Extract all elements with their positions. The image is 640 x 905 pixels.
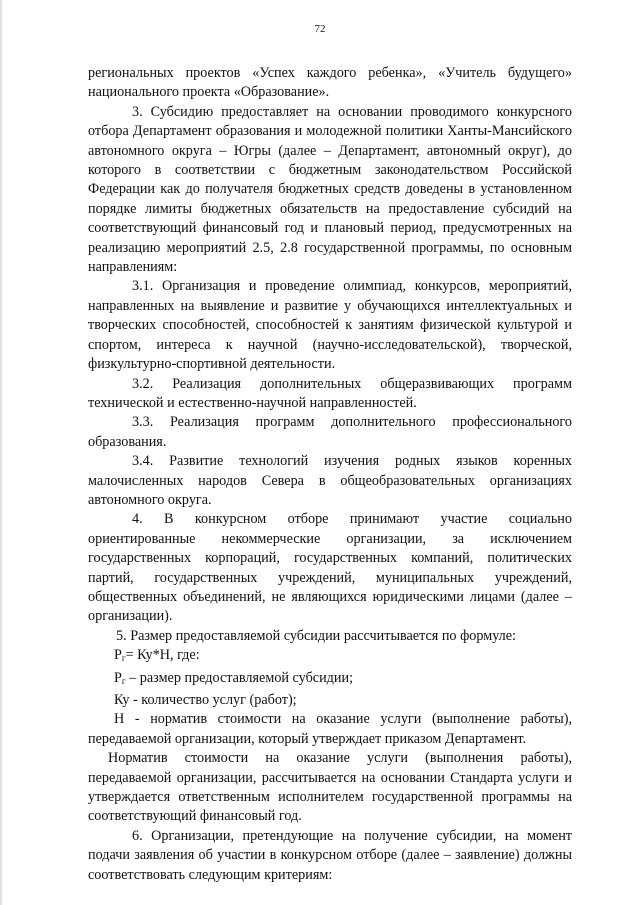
- formula-symbol-p: Р: [114, 647, 122, 664]
- page-number: 72: [314, 23, 326, 35]
- formula-equation: [88, 646, 572, 668]
- paragraph-3: 3. Субсидию предоставляет на основании проводимого конкурсного отбора Департамент образования и молодежной политики Ханты-Мансийского автономного округа – Югры (далее – Департамент, автономный округ), до которого в соответствии с бюджетным законодательством Российской Федерации как до получателя бюджетных средств доведены в установленном порядке лимиты бюджетных обязательств на предоставление субсидий на соответствующий финансовый год и плановый период, предусмотренных на реализацию мероприятий 2.5, 2.8 государственной программы, по основным направлениям:: [88, 103, 572, 276]
- paragraph-5: 5. Размер предоставляемой субсидии рассчитывается по формуле:: [116, 627, 516, 644]
- formula-def-p-subscript: г: [121, 675, 126, 686]
- paragraph-3-3: 3.3. Реализация программ дополнительного профессионального образования.: [88, 414, 572, 450]
- paragraph-3-1: 3.1. Организация и проведение олимпиад, конкурсов, мероприятий, направленных на выявление и развитие у обучающихся интеллектуальных и творческих способностей, способностей к занятиям физической культурой и спортом, интереса к научной (научно-исследовательской), творческой, физкультурно-спортивной деятельности.: [88, 278, 572, 373]
- page-edge-shadow: [0, 0, 4, 905]
- paragraph-continuation: региональных проектов «Успех каждого ребенка», «Учитель будущего» национального проекта «Образование».: [88, 65, 572, 101]
- formula-def-p: [88, 669, 572, 691]
- formula-def-p-text: – размер предоставляемой субсидии;: [125, 669, 354, 686]
- formula-def-p-symbol: Р: [114, 669, 122, 686]
- paragraph-3-2: 3.2. Реализация дополнительных общеразвивающих программ технической и естественно-научной направленностей.: [88, 375, 572, 411]
- paragraph-6: 6. Организации, претендующие на получение субсидии, на момент подачи заявления об участии в конкурсном отборе (далее – заявление) должны соответствовать следующим критериям:: [88, 827, 572, 883]
- paragraph-3-4: 3.4. Развитие технологий изучения родных языков коренных малочисленных народов Севера в общеобразовательных организациях автономного округа.: [88, 453, 572, 508]
- paragraph-normative: Норматив стоимости на оказание услуги (выполнения работы), передаваемой организации, рассчитывается на основании Стандарта услуги и утверждается ответственным исполнителем государственной программы на соответствующий финансовый год.: [88, 750, 572, 825]
- page-text: [88, 64, 572, 885]
- formula-def-ku: Ку - количество услуг (работ);: [114, 692, 297, 708]
- formula-equation-rest: = Ку*Н, где:: [125, 647, 200, 664]
- formula-subscript-g: г: [121, 653, 126, 664]
- paragraph-4: 4. В конкурсном отборе принимают участие социально ориентированные некоммерческие организации, за исключением государственных корпораций, государственных компаний, политических партий, государственных учреждений, муниципальных учреждений, общественных объединений, не являющихся юридическими лицами (далее – организации).: [88, 511, 572, 625]
- formula-def-n: Н - норматив стоимости на оказание услуги (выполнение работы), передаваемой организации, который утверждает приказом Департамент.: [88, 711, 572, 747]
